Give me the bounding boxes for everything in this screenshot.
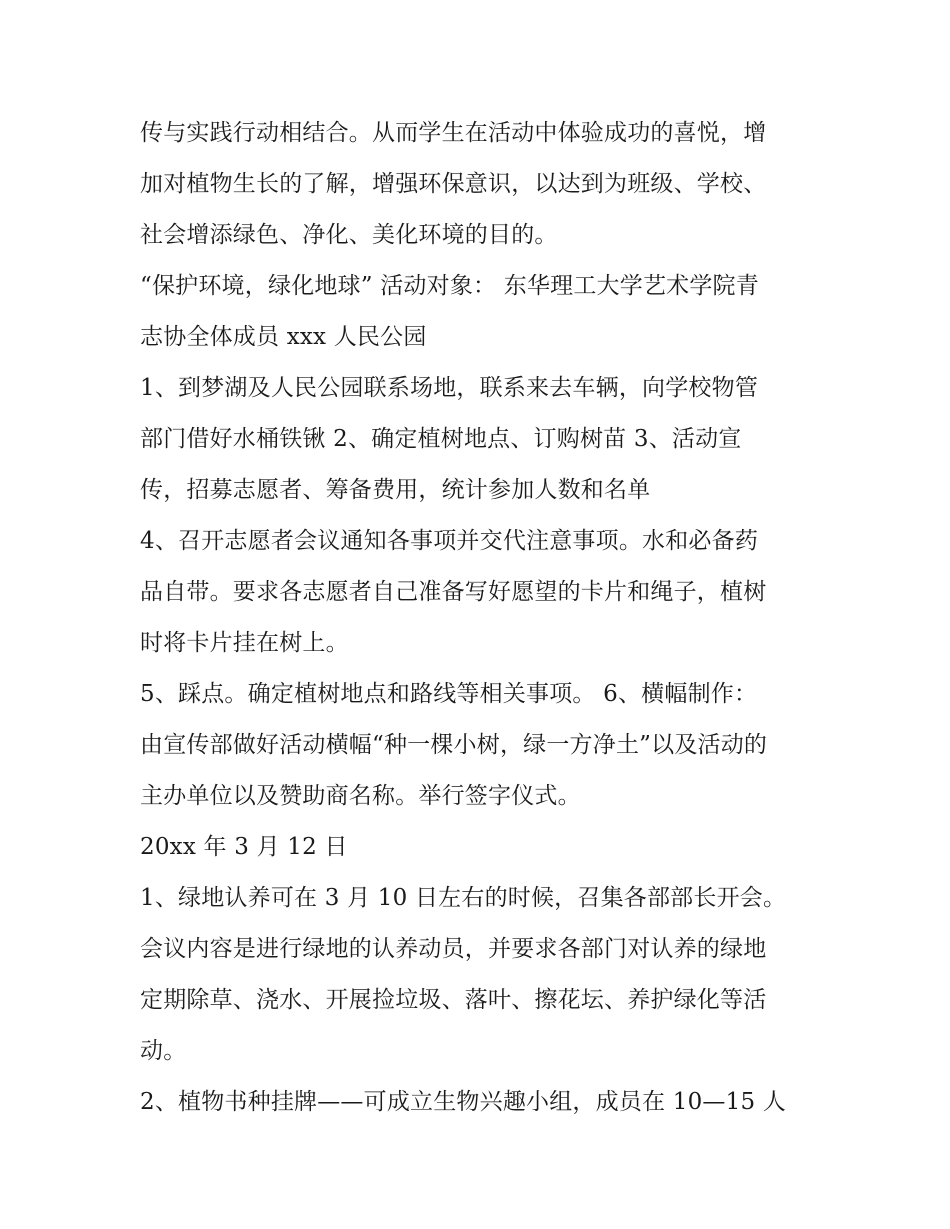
text-line: “保护环境，绿化地球” 活动对象： 东华理工大学艺术学院青 (140, 273, 759, 299)
text-line: 会议内容是进行绿地的认养动员，并要求各部门对认养的绿地 (140, 936, 767, 962)
text-line: 1、绿地认养可在 3 月 10 日左右的时候，召集各部部长开会。 (140, 885, 787, 911)
text-line: 志协全体成员 xxx 人民公园 (140, 324, 427, 350)
text-line: 动。 (140, 1038, 187, 1064)
text-line: 社会增添绿色、净化、美化环境的目的。 (140, 222, 558, 248)
date-line: 20xx 年 3 月 12 日 (140, 834, 348, 860)
text-line: 加对植物生长的了解，增强环保意识，以达到为班级、学校、 (140, 171, 767, 197)
text-line: 2、植物书种挂牌——可成立生物兴趣小组，成员在 10—15 人 (140, 1089, 786, 1115)
text-line: 由宣传部做好活动横幅“种一棵小树，绿一方净土”以及活动的 (140, 732, 768, 758)
text-line: 5、踩点。确定植树地点和路线等相关事项。 6、横幅制作： (140, 681, 758, 707)
text-line: 传，招募志愿者、筹备费用，统计参加人数和名单 (140, 477, 651, 503)
text-line: 主办单位以及赞助商名称。举行签字仪式。 (140, 783, 581, 809)
text-line: 定期除草、浇水、开展捡垃圾、落叶、擦花坛、养护绿化等活 (140, 987, 767, 1013)
text-line: 1、到梦湖及人民公园联系场地，联系来去车辆，向学校物管 (140, 375, 759, 401)
text-line: 品自带。要求各志愿者自己准备写好愿望的卡片和绳子，植树 (140, 579, 767, 605)
text-line: 4、召开志愿者会议通知各事项并交代注意事项。水和必备药 (140, 528, 759, 554)
text-line: 传与实践行动相结合。从而学生在活动中体验成功的喜悦，增 (140, 120, 767, 146)
text-line: 部门借好水桶铁锹 2、确定植树地点、订购树苗 3、活动宣 (140, 426, 742, 452)
text-line: 时将卡片挂在树上。 (140, 630, 349, 656)
document-body (140, 108, 820, 1128)
